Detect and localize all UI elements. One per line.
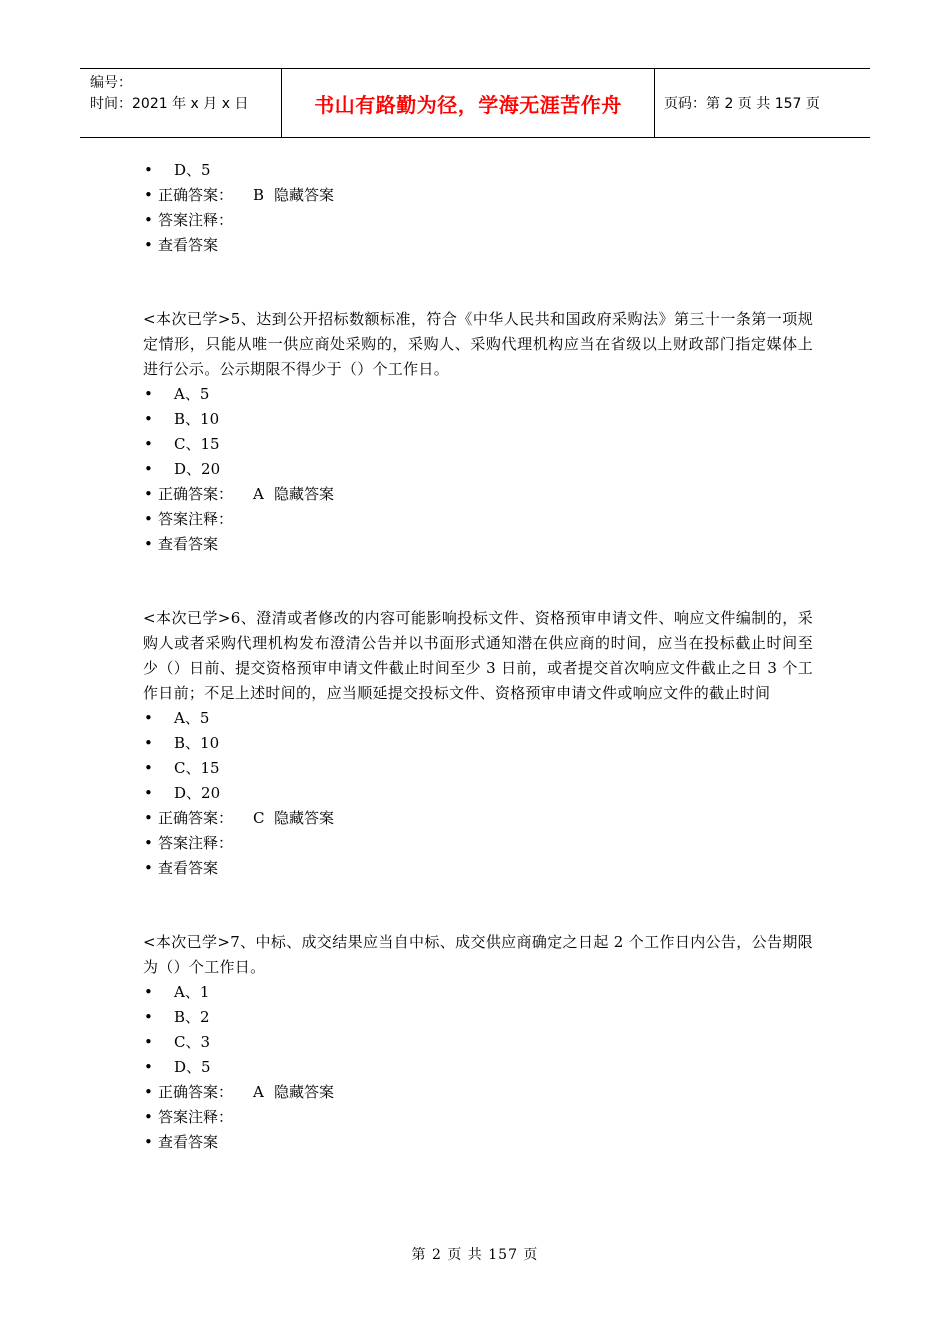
question-block-continued <box>143 158 813 258</box>
option-text: C、3 <box>174 1033 211 1051</box>
time-label: 时间：2021 年 x 月 x 日 <box>90 96 249 112</box>
question-text: <本次已学>7、中标、成交结果应当自中标、成交供应商确定之日起 2 个工作日内公告，公告期限为（）个工作日。 <box>143 933 813 976</box>
answer-note-label: 答案注释： <box>158 1108 234 1126</box>
question-block <box>143 606 813 881</box>
option-text: C、15 <box>174 435 220 453</box>
hide-answer-link[interactable]: 隐藏答案 <box>274 186 335 204</box>
answer-note-label: 答案注释： <box>158 834 234 852</box>
option-item <box>143 980 813 1005</box>
bullet-icon: • <box>144 734 153 752</box>
bullet-icon: • <box>144 1058 153 1076</box>
correct-answer-row <box>143 183 813 208</box>
answer-note-row <box>143 1105 813 1130</box>
option-text: A、5 <box>174 709 210 727</box>
page-header <box>80 68 870 138</box>
correct-answer-label: 正确答案： <box>158 809 234 827</box>
view-answer-row <box>143 1130 813 1155</box>
bullet-icon: • <box>144 410 153 428</box>
answer-note-label: 答案注释： <box>158 510 234 528</box>
bullet-icon: • <box>144 510 153 528</box>
question-block <box>143 307 813 557</box>
page-footer: 第 2 页 共 157 页 <box>411 1247 539 1263</box>
correct-answer-letter: A <box>253 485 264 503</box>
correct-answer-label: 正确答案： <box>158 1083 234 1101</box>
option-item <box>143 781 813 806</box>
option-text: D、20 <box>174 460 221 478</box>
correct-answer-row <box>143 482 813 507</box>
bullet-icon: • <box>144 1108 153 1126</box>
option-item <box>143 1055 813 1080</box>
view-answer-row <box>143 532 813 557</box>
view-answer-row <box>143 233 813 258</box>
bullet-icon: • <box>144 809 153 827</box>
answer-note-label: 答案注释： <box>158 211 234 229</box>
answer-note-row <box>143 507 813 532</box>
bullet-icon: • <box>144 236 153 254</box>
option-item <box>143 731 813 756</box>
bullet-icon: • <box>144 211 153 229</box>
bullet-icon: • <box>144 385 153 403</box>
bullet-icon: • <box>144 834 153 852</box>
bullet-icon: • <box>144 709 153 727</box>
option-item <box>143 756 813 781</box>
option-item <box>143 1030 813 1055</box>
bullet-icon: • <box>144 1008 153 1026</box>
bullet-icon: • <box>144 485 153 503</box>
option-text: B、10 <box>174 734 220 752</box>
hide-answer-link[interactable]: 隐藏答案 <box>274 809 335 827</box>
option-item <box>143 1005 813 1030</box>
option-item <box>143 706 813 731</box>
option-text: D、5 <box>174 161 211 179</box>
option-item <box>143 382 813 407</box>
question-text: <本次已学>6、澄清或者修改的内容可能影响投标文件、资格预审申请文件、响应文件编制的，采购人或者采购代理机构发布澄清公告并以书面形式通知潜在供应商的时间，应当在投标截止时间至少（）日前、提交资格预审申请文件截止时间至少 3 日前，或者提交首次响应文件截止之日 3 个工作日前；不足上述时间的，应当顺延提交投标文件、资格预审申请文件或响应文件的截止时间 <box>143 609 813 702</box>
option-item <box>143 158 813 183</box>
question-text: <本次已学>5、达到公开招标数额标准，符合《中华人民共和国政府采购法》第三十一条第一项规定情形，只能从唯一供应商处采购的，采购人、采购代理机构应当在省级以上财政部门指定媒体上进行公示。公示期限不得少于（）个工作日。 <box>143 310 813 378</box>
view-answer-row <box>143 856 813 881</box>
bullet-icon: • <box>144 759 153 777</box>
bullet-icon: • <box>144 983 153 1001</box>
bullet-icon: • <box>144 186 153 204</box>
bullet-icon: • <box>144 435 153 453</box>
bullet-icon: • <box>144 859 153 877</box>
number-label: 编号： <box>90 75 132 91</box>
correct-answer-label: 正确答案： <box>158 485 234 503</box>
option-text: A、1 <box>174 983 210 1001</box>
document-body <box>143 158 813 1155</box>
view-answer-link[interactable]: 查看答案 <box>158 1133 219 1151</box>
bullet-icon: • <box>144 1133 153 1151</box>
bullet-icon: • <box>144 535 153 553</box>
bullet-icon: • <box>144 460 153 478</box>
correct-answer-letter: B <box>253 186 265 204</box>
option-text: D、5 <box>174 1058 211 1076</box>
option-item <box>143 457 813 482</box>
question-block <box>143 930 813 1155</box>
bullet-icon: • <box>144 1033 153 1051</box>
bullet-icon: • <box>144 161 153 179</box>
hide-answer-link[interactable]: 隐藏答案 <box>274 485 335 503</box>
bullet-icon: • <box>144 1083 153 1101</box>
correct-answer-letter: A <box>253 1083 264 1101</box>
option-item <box>143 432 813 457</box>
answer-note-row <box>143 831 813 856</box>
correct-answer-row <box>143 806 813 831</box>
header-meta <box>80 69 282 137</box>
view-answer-link[interactable]: 查看答案 <box>158 236 219 254</box>
view-answer-link[interactable]: 查看答案 <box>158 535 219 553</box>
option-text: A、5 <box>174 385 210 403</box>
header-page-info: 页码：第 2 页 共 157 页 <box>664 96 820 112</box>
answer-note-row <box>143 208 813 233</box>
correct-answer-label: 正确答案： <box>158 186 234 204</box>
hide-answer-link[interactable]: 隐藏答案 <box>274 1083 335 1101</box>
option-text: D、20 <box>174 784 221 802</box>
header-motto: 书山有路勤为径，学海无涯苦作舟 <box>282 69 655 137</box>
option-item <box>143 407 813 432</box>
bullet-icon: • <box>144 784 153 802</box>
option-text: B、2 <box>174 1008 210 1026</box>
option-text: C、15 <box>174 759 220 777</box>
correct-answer-row <box>143 1080 813 1105</box>
correct-answer-letter: C <box>253 809 265 827</box>
view-answer-link[interactable]: 查看答案 <box>158 859 219 877</box>
option-text: B、10 <box>174 410 220 428</box>
